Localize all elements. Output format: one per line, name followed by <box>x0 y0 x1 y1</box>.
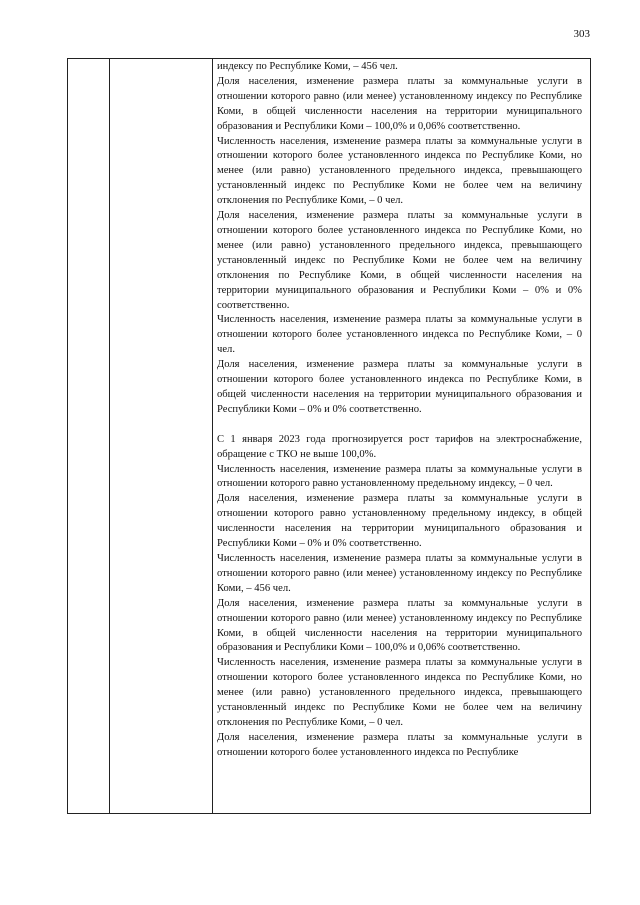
paragraph: Численность населения, изменение размера платы за коммунальные услуги в отношении которого более установленного индекса по Республике Коми, но менее (или равно) установленного предельного индекса, превышающего установленный индекс по Республике Коми не более чем на величину отклонения по Республике Коми, – 0 чел. <box>217 135 582 207</box>
column-divider-2 <box>212 59 213 813</box>
paragraph: Доля населения, изменение размера платы за коммунальные услуги в отношении которого равно установленному предельному индексу, в общей численности населения на территории муниципального образования и Республики Коми – 0% и 0% соответственно. <box>217 493 582 550</box>
paragraph: Численность населения, изменение размера платы за коммунальные услуги в отношении которого более установленного индекса по Республике Коми, – 0 чел. <box>217 314 582 356</box>
paragraph: Доля населения, изменение размера платы за коммунальные услуги в отношении которого равно (или менее) установленному индексу по Республике Коми, в общей численности населения на территории муниципального образования и Республики Коми – 100,0% и 0,06% соответственно. <box>217 75 582 132</box>
paragraph-gap <box>217 418 582 433</box>
paragraph: Доля населения, изменение размера платы за коммунальные услуги в отношении которого более установленного индекса по Республике Коми, в общей численности населения на территории муниципального образования и Республики Коми – 0% и 0% соответственно. <box>217 359 582 415</box>
paragraph: Численность населения, изменение размера платы за коммунальные услуги в отношении которого равно установленному предельному индексу, – 0 чел. <box>217 463 582 490</box>
paragraph: Численность населения, изменение размера платы за коммунальные услуги в отношении которого равно (или менее) установленному индексу по Республике Коми, – 456 чел. <box>217 553 582 594</box>
paragraph: Доля населения, изменение размера платы за коммунальные услуги в отношении которого более установленного индекса по Республике <box>217 731 582 758</box>
paragraph: Численность населения, изменение размера платы за коммунальные услуги в отношении которого более установленного индекса по Республике Коми, но менее (или равно) установленного предельного индекса, превышающего установленный индекс по Республике Коми не более чем на величину отклонения по Республике Коми, – 0 чел. <box>217 657 582 728</box>
page-number: 303 <box>573 28 590 40</box>
paragraph: Доля населения, изменение размера платы за коммунальные услуги в отношении которого более установленного индекса по Республике Коми, но менее (или равно) установленного предельного индекса, превышающего установленный индекс по Республике Коми не более чем на величину отклонения по Республике Коми, в общей численности населения на территории муниципального образования и Республики Коми – 0% и 0% соответственно. <box>217 210 582 311</box>
document-table <box>67 58 591 814</box>
paragraph: С 1 января 2023 года прогнозируется рост тарифов на электроснабжение, обращение с ТКО не выше 100,0%. <box>217 433 582 460</box>
column-divider-1 <box>109 59 110 813</box>
text-column <box>217 60 582 761</box>
paragraph: Доля населения, изменение размера платы за коммунальные услуги в отношении которого равно (или менее) установленному индексу по Республике Коми, в общей численности населения на территории муниципального образования и Республики Коми – 100,0% и 0,06% соответственно. <box>217 597 582 654</box>
paragraph: индексу по Республике Коми, – 456 чел. <box>217 61 398 72</box>
